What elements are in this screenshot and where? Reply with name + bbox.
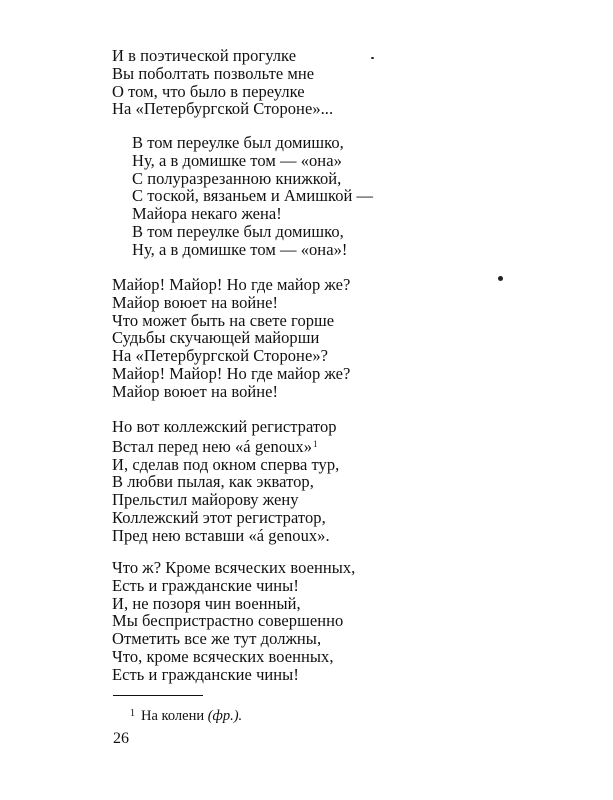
poem-line xyxy=(112,436,339,456)
page-number: 26 xyxy=(113,730,129,747)
footnote-divider xyxy=(113,695,203,696)
poem-line: Майор воюет на войне! xyxy=(112,292,279,312)
poem-line: О том, что было в переулке xyxy=(112,81,305,101)
poem-line: Мы беспристрастно совершенно xyxy=(112,611,344,631)
ink-speck xyxy=(371,57,374,59)
poem-line: Что ж? Кроме всяческих военных, xyxy=(112,558,356,577)
poem-line: Ну, а в домишке том — «она»! xyxy=(132,239,348,259)
poem-line: В любви пылая, как экватор, xyxy=(112,472,314,492)
footnote-reference: 1 xyxy=(313,438,318,449)
poem-line: Прельстил майорову жену xyxy=(112,490,299,510)
stanza-4 xyxy=(112,418,339,545)
stanza-1 xyxy=(112,47,333,118)
poem-line: И, не позоря чин военный, xyxy=(112,593,301,613)
poem-line-text: Встал перед нею «á genoux» xyxy=(112,436,313,456)
poem-line: Отметить все же тут должны, xyxy=(112,629,322,649)
footnote-language-note: (фр.). xyxy=(207,708,243,724)
poem-line: Пред нею вставши «á genoux». xyxy=(112,525,330,545)
poem-line: Ну, а в домишке том — «она» xyxy=(132,150,342,170)
poem-line: Майор! Майор! Но где майор же? xyxy=(112,275,351,294)
poem-line: Майор воюет на войне! xyxy=(112,381,279,401)
poem-line: На «Петербургской Стороне»? xyxy=(112,346,328,366)
poem-line: С полуразрезанною книжкой, xyxy=(132,168,342,188)
poem-line: Майора некаго жена! xyxy=(132,204,282,224)
poem-line: Майор! Майор! Но где майор же? xyxy=(112,363,351,383)
poem-line: В том переулке был домишко, xyxy=(132,221,344,241)
poem-line: И, сделав под окном сперва тур, xyxy=(112,454,340,474)
poem-line: Вы поболтать позвольте мне xyxy=(112,63,315,83)
poem-line: В том переулке был домишко, xyxy=(132,133,344,152)
poem-line: На «Петербургской Стороне»... xyxy=(112,99,334,119)
stanza-3 xyxy=(112,276,350,401)
poem-line: Есть и гражданские чины! xyxy=(112,575,299,595)
poem-line: И в поэтической прогулке xyxy=(112,46,297,65)
poem-line: Что, кроме всяческих военных, xyxy=(112,646,334,666)
ink-speck xyxy=(498,276,503,281)
poem-line: Коллежский этот регистратор, xyxy=(112,507,326,527)
poem-line: Есть и гражданские чины! xyxy=(112,664,299,684)
poem-line: Но вот коллежский регистратор xyxy=(112,417,337,436)
footnote-text: На колени xyxy=(141,708,208,724)
stanza-2 xyxy=(132,134,373,259)
footnote-marker: 1 xyxy=(130,708,135,719)
poem-line: С тоской, вязаньем и Амишкой — xyxy=(132,186,374,206)
footnote xyxy=(130,708,242,725)
poem-line: Что может быть на свете горше xyxy=(112,310,335,330)
stanza-5 xyxy=(112,559,355,684)
poem-line: Судьбы скучающей майорши xyxy=(112,328,320,348)
